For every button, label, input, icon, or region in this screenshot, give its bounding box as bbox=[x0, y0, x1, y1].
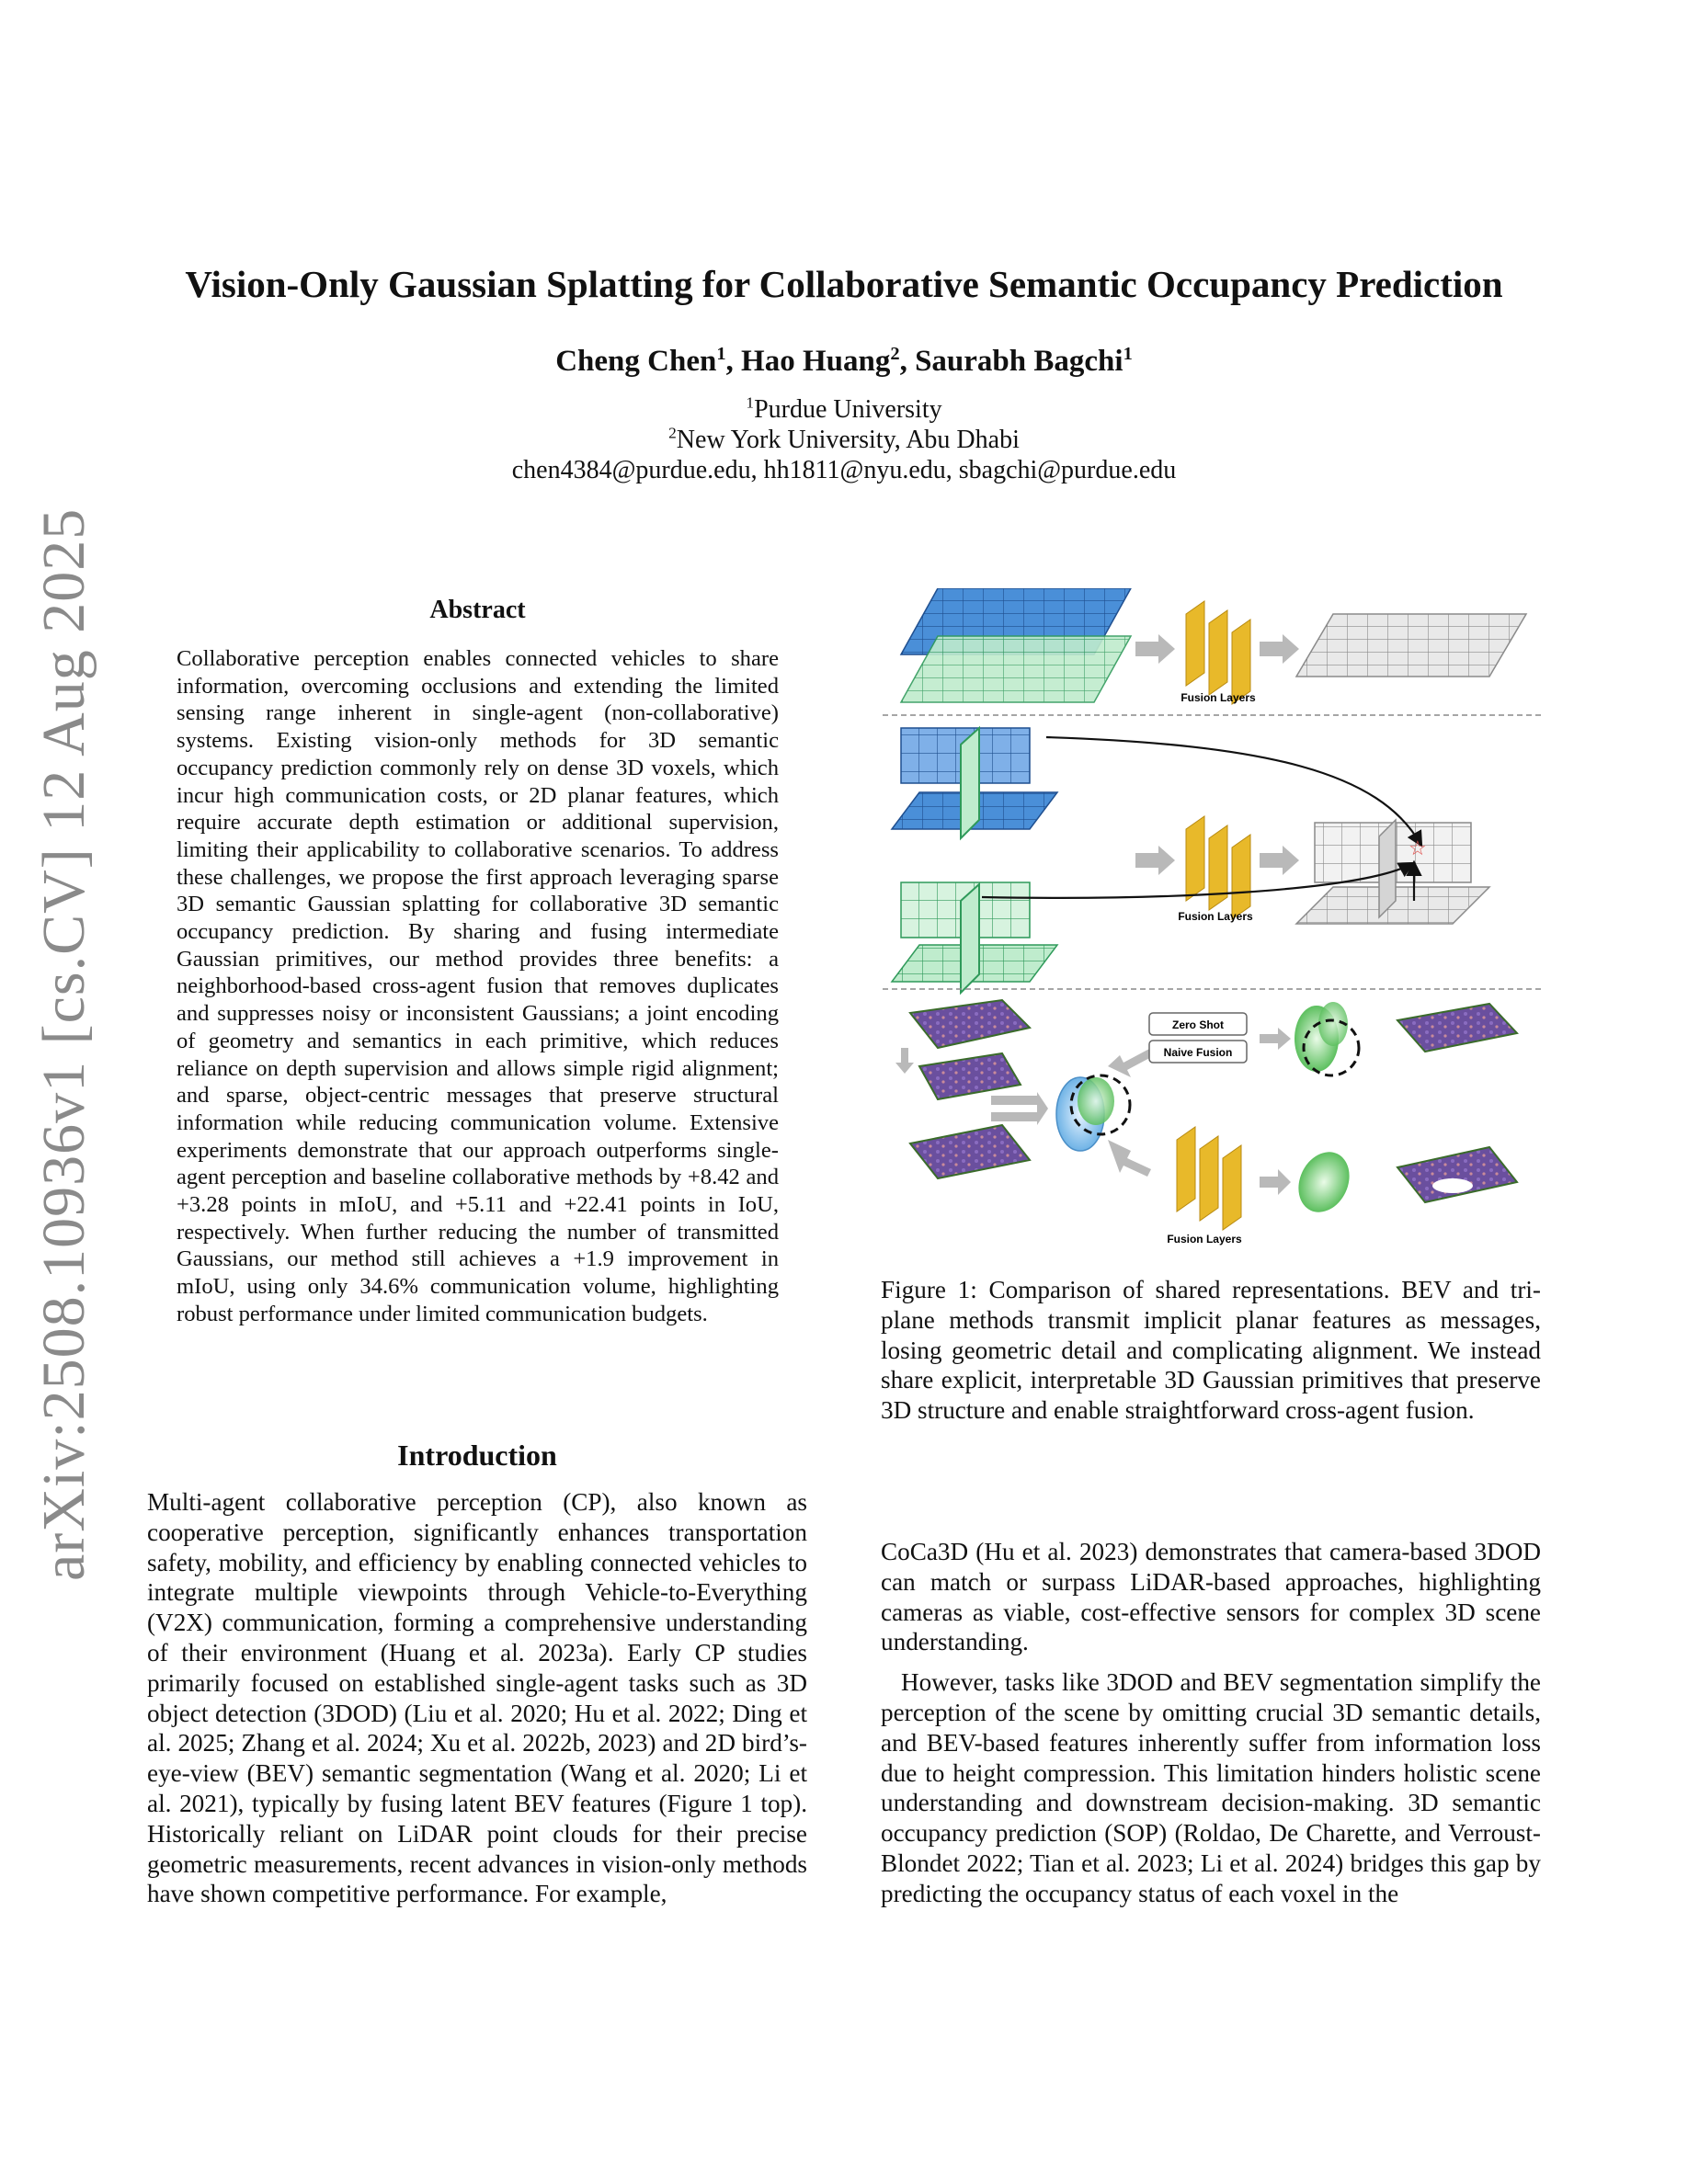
arrow-gray bbox=[1108, 1048, 1155, 1077]
terrain-map bbox=[919, 1053, 1021, 1099]
arrow-gray bbox=[895, 1048, 914, 1074]
abstract-text: Collaborative perception enables connected vehicles to share information, overcoming occlusions and extending the limited sensing range inherent in single-agent (non-collaborative) systems. Existing vision-only methods for 3D semantic occupancy prediction commonly rely on dense 3D voxels, which incur high communication costs, or 2D planar features, which require accurate depth estimation or additional supervision, limiting their applicability to collaborative scenarios. To address these challenges, we propose the first approach leveraging sparse 3D semantic Gaussian splatting for collaborative 3D semantic occupancy prediction. By sharing and fusing intermediate Gaussian primitives, our method provides three benefits: a neighborhood-based cross-agent fusion that removes duplicates and suppresses noisy or inconsistent Gaussians; a joint encoding of geometry and semantics in each primitive, which reduces reliance on depth supervision and allows simple rigid alignment; and sparse, object-centric messages that preserve structural information while reducing communication volume. Extensive experiments demonstrate that our approach outperforms single-agent perception and baseline collaborative methods by +8.42 and +3.28 points in mIoU, and +5.11 and +22.41 points in IoU, respectively. When further reducing the number of transmitted Gaussians, our method still achieves a +1.9 improvement in mIoU, using only 34.6% communication volume, highlighting robust performance under limited communication budgets. bbox=[177, 646, 779, 1326]
occlusion-gap bbox=[1432, 1178, 1473, 1193]
author-sup: 1 bbox=[716, 344, 726, 364]
affiliation bbox=[0, 426, 1688, 455]
affiliation bbox=[0, 395, 1688, 425]
bev-section bbox=[901, 588, 1526, 704]
introduction-heading: Introduction bbox=[397, 1439, 557, 1472]
triplane-blue-side bbox=[961, 728, 979, 838]
gaussian-green bbox=[1289, 1143, 1359, 1221]
arrow-gray bbox=[1037, 1092, 1048, 1125]
gaussian-green bbox=[1078, 1077, 1114, 1125]
triplane-green-side bbox=[961, 884, 979, 993]
introduction-left-column bbox=[147, 1487, 807, 1909]
arxiv-stamp: arXiv:2508.10936v1 [cs.CV] 12 Aug 2025 bbox=[30, 507, 97, 1581]
author-name: Hao Huang bbox=[741, 345, 891, 378]
arrow-gray bbox=[1108, 1140, 1151, 1177]
triplane-section bbox=[892, 728, 1489, 993]
fusion-layers-block bbox=[1186, 601, 1250, 704]
fusion-layers-label: Fusion Layers bbox=[1180, 691, 1256, 704]
triplane-fused-side bbox=[1379, 820, 1396, 917]
bev-plane-fused bbox=[1296, 614, 1526, 677]
fusion-layers-block bbox=[1186, 816, 1250, 919]
terrain-map bbox=[1397, 1004, 1517, 1052]
paragraph: CoCa3D (Hu et al. 2023) demonstrates that camera-based 3DOD can match or surpass LiDAR-based approaches, highlighting cameras as viable, cost-effective sensors for complex 3D scene understanding. bbox=[881, 1538, 1541, 1656]
bev-plane-green bbox=[901, 636, 1131, 702]
fusion-layers-block bbox=[1177, 1127, 1241, 1230]
author-name: Saurabh Bagchi bbox=[915, 345, 1123, 378]
arrow-gray bbox=[1135, 634, 1175, 664]
star-icon: ☆ bbox=[1409, 836, 1427, 859]
affiliation-text: Purdue University bbox=[754, 395, 942, 424]
paper-title: Vision-Only Gaussian Splatting for Collaborative Semantic Occupancy Prediction bbox=[185, 263, 1503, 305]
arrow-gray bbox=[1260, 634, 1299, 664]
author-sup: 2 bbox=[890, 344, 900, 364]
figure-1 bbox=[883, 588, 1545, 1250]
affiliation-sup: 1 bbox=[746, 393, 755, 412]
introduction-right-column bbox=[881, 1537, 1541, 1909]
fusion-layers-label: Fusion Layers bbox=[1178, 910, 1253, 923]
author-list: Cheng Chen$^1$, Hao Huang$^2$, Saurabh Bagchi$^1$ bbox=[555, 344, 1133, 378]
arrow-gray bbox=[1135, 846, 1175, 875]
author-sup: 1 bbox=[1123, 344, 1133, 364]
arrow-gray bbox=[1260, 1169, 1291, 1195]
affiliation-text: New York University, Abu Dhabi bbox=[676, 426, 1020, 454]
gaussian-section bbox=[895, 1000, 1517, 1246]
terrain-map bbox=[910, 1000, 1030, 1048]
arrow-gray bbox=[991, 1096, 1037, 1105]
paragraph: However, tasks like 3DOD and BEV segmentation simplify the perception of the scene by omitting crucial 3D semantic details, and BEV-based features inherently suffer from information loss due to height compression. This limitation hinders holistic scene understanding and downstream decision-making. 3D semantic occupancy prediction (SOP) (Roldao, De Charette, and Verroust-Blondet 2022; Tian et al. 2023; Li et al. 2024) bridges this gap by predicting the occupancy status of each voxel in the bbox=[881, 1668, 1541, 1907]
terrain-map bbox=[910, 1125, 1030, 1178]
abstract-heading: Abstract bbox=[429, 596, 526, 624]
arrow-gray bbox=[991, 1112, 1037, 1121]
fusion-layers-label: Fusion Layers bbox=[1167, 1233, 1242, 1246]
paragraph: Multi-agent collaborative perception (CP), also known as cooperative perception, significantly enhances transportation safety, mobility, and efficiency by enabling connected vehicles to integrate multiple viewpoints through Vehicle-to-Everything (V2X) communication, forming a comprehensive understanding of their environment (Huang et al. 2023a). Early CP studies primarily focused on established single-agent tasks such as 3D object detection (3DOD) (Liu et al. 2020; Hu et al. 2022; Ding et al. 2025; Zhang et al. 2024; Xu et al. 2022b, 2023) and 2D bird’s-eye-view (BEV) semantic segmentation (Wang et al. 2020; Li et al. 2021), typically by fusing latent BEV features (Figure 1 top). Historically reliant on LiDAR point clouds for their precise geometric measurements, recent advances in vision-only methods have shown competitive performance. For example, bbox=[147, 1488, 807, 1908]
naive-fusion-label: Naive Fusion bbox=[1163, 1046, 1233, 1059]
figure-caption: Figure 1: Comparison of shared representations. BEV and tri-plane methods transmit implicit planar features as messages, losing geometric detail and complicating alignment. We instead share explicit, interpretable 3D Gaussian primitives that preserve 3D structure and enable straightforward cross-agent fusion. bbox=[881, 1276, 1541, 1425]
terrain-map bbox=[1397, 1147, 1517, 1202]
arrow-gray bbox=[1260, 846, 1299, 875]
zero-shot-label: Zero Shot bbox=[1172, 1018, 1224, 1031]
arrow-gray bbox=[1260, 1028, 1291, 1050]
emails: chen4384@purdue.edu, hh1811@nyu.edu, sbagchi@purdue.edu bbox=[511, 456, 1177, 484]
affiliation-sup: 2 bbox=[668, 424, 677, 442]
author-name: Cheng Chen bbox=[555, 345, 717, 378]
figure-1-diagram bbox=[883, 588, 1545, 1250]
